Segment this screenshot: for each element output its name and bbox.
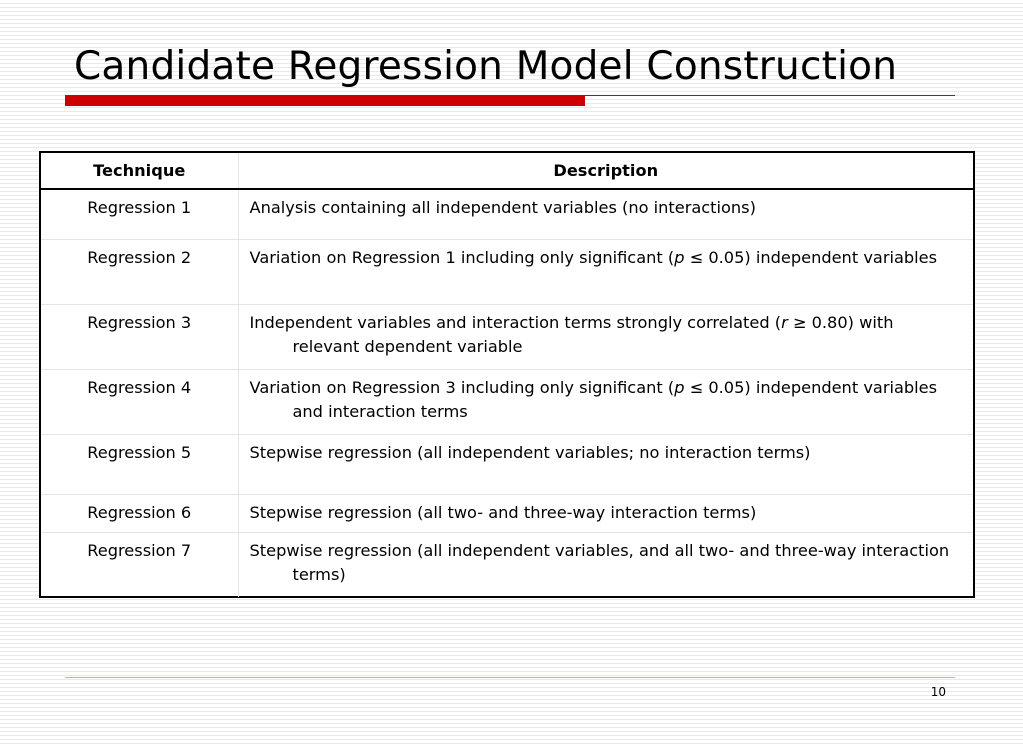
- techniques-table-container: [39, 151, 975, 598]
- title-underline-thin: [585, 95, 955, 96]
- description-cell: [238, 239, 973, 304]
- description-text: Stepwise regression (all two- and three-way interaction terms): [249, 502, 757, 522]
- description-cell: [238, 369, 973, 434]
- table-row: [41, 239, 973, 304]
- description-cell: [238, 189, 973, 239]
- technique-cell: Regression 6: [41, 494, 238, 532]
- description-text: Stepwise regression (all independent variables; no interaction terms): [249, 442, 811, 462]
- description-text: Analysis containing all independent variables (no interactions): [249, 198, 756, 217]
- page-number: 10: [930, 685, 946, 699]
- description-cell: [238, 532, 973, 597]
- description-text-continued: ≥ 0.80) with relevant dependent variable: [292, 312, 894, 356]
- description-text: Variation on Regression 1 including only significant (: [249, 247, 675, 267]
- statistic-symbol: p: [674, 247, 685, 267]
- technique-cell: Regression 4: [41, 369, 238, 434]
- technique-cell: Regression 5: [41, 434, 238, 494]
- technique-cell: Regression 7: [41, 532, 238, 597]
- statistic-symbol: r: [781, 312, 788, 332]
- technique-cell: Regression 1: [87, 198, 192, 217]
- description-cell: [238, 304, 973, 369]
- table-row: [41, 369, 973, 434]
- techniques-table: [41, 153, 973, 597]
- column-header-description: Description: [238, 153, 973, 189]
- table-row: [41, 434, 973, 494]
- table-row: [41, 304, 973, 369]
- statistic-symbol: p: [674, 377, 685, 397]
- table-header-row: [41, 153, 973, 189]
- description-cell: [238, 494, 973, 532]
- column-header-technique: Technique: [41, 153, 238, 189]
- description-text: Stepwise regression (all independent variables, and all two- and three-way interaction terms): [249, 540, 950, 584]
- title-underline-thick: [65, 95, 585, 106]
- technique-cell: Regression 2: [41, 239, 238, 304]
- footer-divider: [65, 677, 955, 678]
- table-row: [41, 494, 973, 532]
- description-text: Variation on Regression 3 including only significant (: [249, 377, 675, 397]
- technique-cell: Regression 3: [41, 304, 238, 369]
- description-text-continued: ≤ 0.05) independent variables and interaction terms: [292, 377, 938, 421]
- description-text-continued: ≤ 0.05) independent variables: [684, 247, 938, 267]
- description-cell: [238, 434, 973, 494]
- slide-title: Candidate Regression Model Construction: [74, 44, 898, 89]
- table-row: [41, 532, 973, 597]
- description-text: Independent variables and interaction terms strongly correlated (: [249, 312, 782, 332]
- table-row: [41, 189, 973, 239]
